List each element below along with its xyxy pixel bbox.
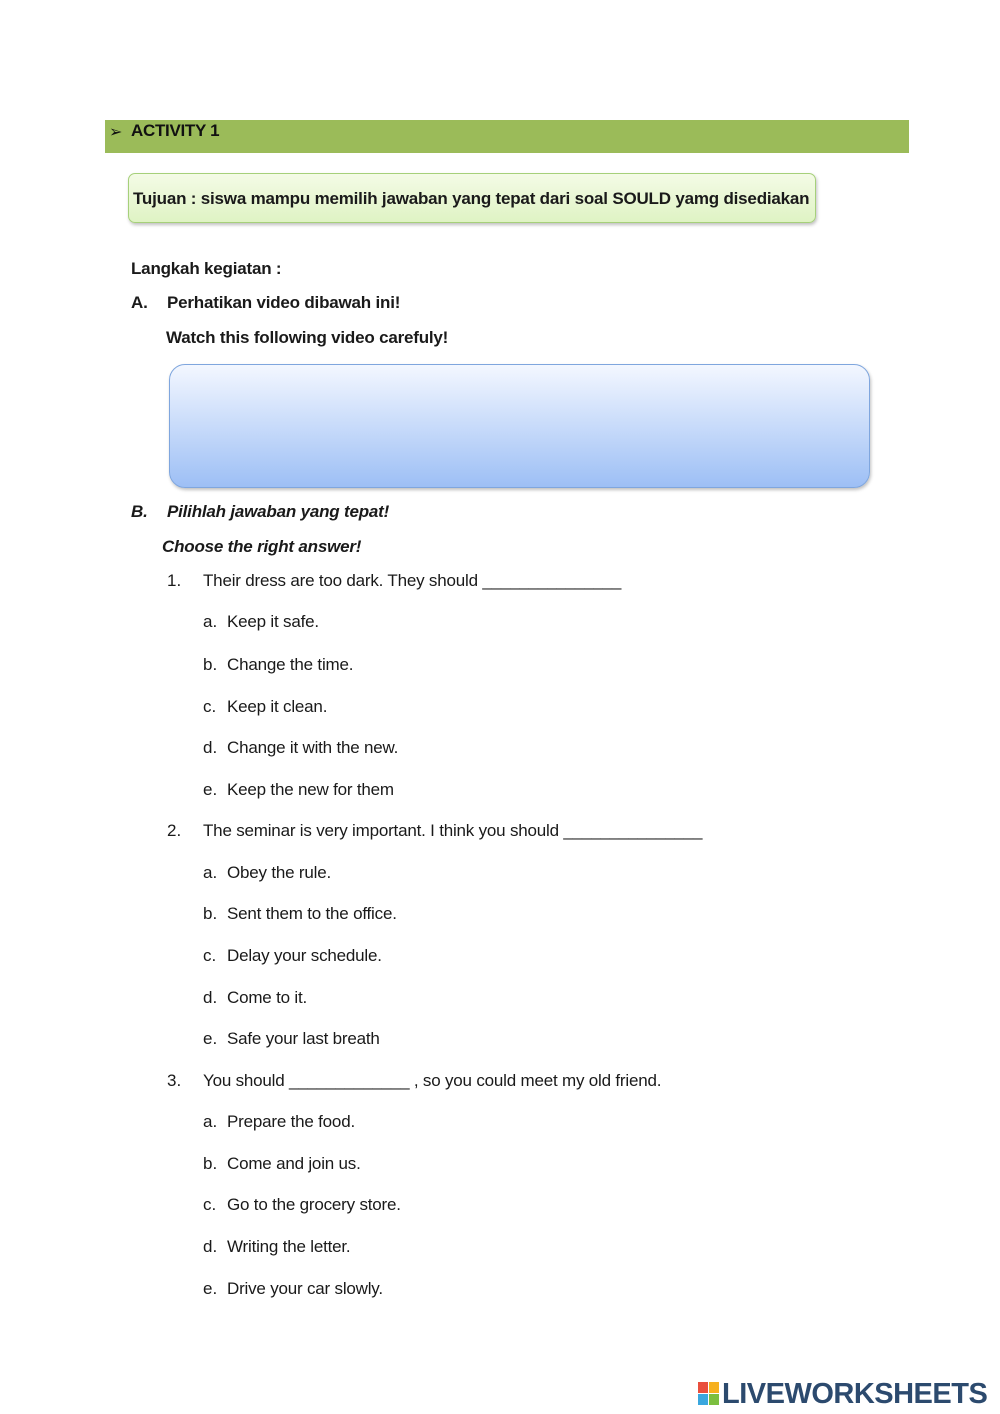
logo-squares-icon [698,1382,720,1406]
section-a-subtitle: Watch this following video carefuly! [166,328,449,347]
option-letter: d. [203,988,218,1007]
section-a-title: Perhatikan video dibawah ini! [167,293,401,312]
section-b-letter: B. [131,502,148,521]
logo-text: LIVEWORKSHEETS [722,1378,988,1410]
answer-option[interactable]: Obey the rule. [227,863,331,882]
answer-option[interactable]: Come and join us. [227,1154,361,1173]
option-letter: b. [203,1154,218,1173]
activity-header-bar [105,120,909,153]
option-letter: a. [203,863,218,882]
section-b-title: Pilihlah jawaban yang tepat! [167,502,390,521]
option-letter: c. [203,697,217,716]
option-letter: e. [203,1279,218,1298]
question-text: Their dress are too dark. They should _______________ [203,571,622,590]
option-letter: b. [203,655,218,674]
activity-title: ACTIVITY 1 [131,121,220,140]
answer-option[interactable]: Go to the grocery store. [227,1195,401,1214]
answer-option[interactable]: Prepare the food. [227,1112,355,1131]
option-letter: c. [203,1195,217,1214]
goal-text: Tujuan : siswa mampu memilih jawaban yang tepat dari soal SOULD yamg disediakan [133,189,810,208]
answer-option[interactable]: Keep it safe. [227,612,319,631]
liveworksheets-logo[interactable] [698,1378,994,1410]
option-letter: c. [203,946,217,965]
section-b-subtitle: Choose the right answer! [162,537,362,556]
option-letter: e. [203,1029,218,1048]
option-letter: b. [203,904,218,923]
answer-option[interactable]: Drive your car slowly. [227,1279,383,1298]
answer-option[interactable]: Come to it. [227,988,307,1007]
answer-option[interactable]: Keep the new for them [227,780,394,799]
answer-option[interactable]: Keep it clean. [227,697,328,716]
arrow-bullet-icon: ➢ [109,124,123,141]
option-letter: d. [203,738,218,757]
option-letter: d. [203,1237,218,1256]
option-letter: a. [203,612,218,631]
answer-option[interactable]: Change the time. [227,655,354,674]
question-number: 3. [167,1071,182,1090]
option-letter: e. [203,780,218,799]
steps-label: Langkah kegiatan : [131,259,282,278]
answer-option[interactable]: Safe your last breath [227,1029,380,1048]
answer-option[interactable]: Sent them to the office. [227,904,397,923]
goal-box [128,173,816,223]
answer-option[interactable]: Change it with the new. [227,738,399,757]
question-text: You should _____________ , so you could meet my old friend. [203,1071,662,1090]
option-letter: a. [203,1112,218,1131]
question-number: 1. [167,571,182,590]
video-player-box[interactable] [169,364,870,488]
question-text: The seminar is very important. I think you should _______________ [203,821,703,840]
section-a-letter: A. [131,293,148,312]
answer-option[interactable]: Delay your schedule. [227,946,382,965]
question-number: 2. [167,821,182,840]
answer-option[interactable]: Writing the letter. [227,1237,351,1256]
